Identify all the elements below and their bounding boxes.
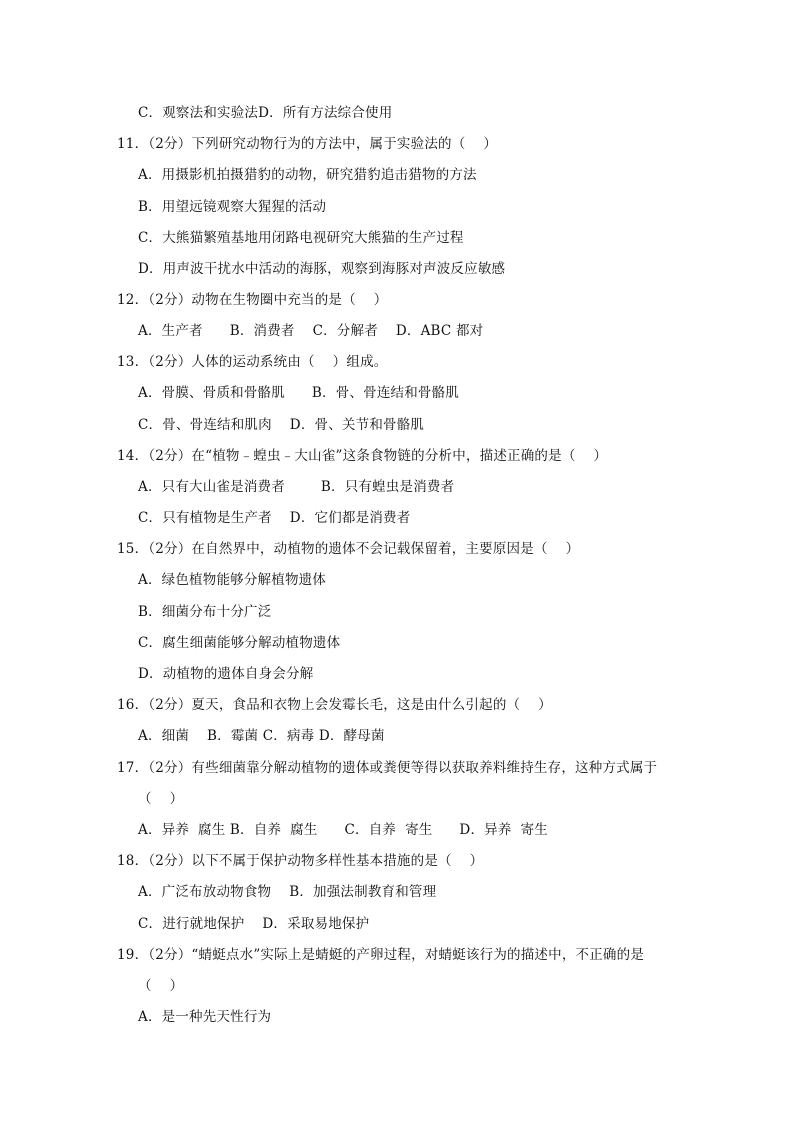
option-line: C．只有植物是生产者 D．它们都是消费者 (138, 510, 411, 526)
option-line: A．只有大山雀是消费者 B．只有蝗虫是消费者 (138, 479, 455, 495)
option-line: C．进行就地保护 D．采取易地保护 (138, 916, 370, 932)
option-line: D．动植物的遗体自身会分解 (138, 666, 314, 682)
option-line: A．细菌 B．霉菌 C．病毒 D．酵母菌 (138, 728, 385, 744)
option-line: A．用摄影机拍摄猎豹的动物，研究猎豹追击猎物的方法 (138, 167, 477, 183)
option-line: A．异养 腐生 B．自养 腐生 C．自养 寄生 D．异养 寄生 (138, 822, 548, 838)
option-line: B．细菌分布十分广泛 (138, 604, 272, 620)
option-line: D．用声波干扰水中活动的海豚，观察到海豚对声波反应敏感 (138, 261, 506, 277)
question-15: 15．（2分）在自然界中，动植物的遗体不会记载保留着，主要原因是（ ） (117, 541, 580, 557)
question-19: 19．（2分）“蜻蜓点水”实际上是蜻蜓的产卵过程，对蜻蜓该行为的描述中，不正确的是 (117, 947, 645, 963)
option-line: A．绿色植物能够分解植物遗体 (138, 572, 327, 588)
option-line: A．骨膜、骨质和骨骼肌 B．骨、骨连结和骨骼肌 (138, 385, 460, 401)
answer-paren: （ ） (138, 978, 184, 994)
question-11: 11．（2分）下列研究动物行为的方法中，属于实验法的（ ） (117, 136, 498, 152)
option-line: C．腐生细菌能够分解动植物遗体 (138, 635, 341, 651)
option-line: A．是一种先天性行为 (138, 1009, 272, 1025)
question-13: 13．（2分）人体的运动系统由（ ）组成。 (117, 354, 388, 370)
option-line: B．用望远镜观察大猩猩的活动 (138, 199, 327, 215)
question-17: 17．（2分）有些细菌靠分解动植物的遗体或粪便等得以获取养料维持生存，这种方式属于 (117, 760, 658, 776)
question-12: 12．（2分）动物在生物圈中充当的是（ ） (117, 292, 388, 308)
question-14: 14．（2分）在“植物﹣蝗虫﹣大山雀”这条食物链的分析中，描述正确的是（ ） (117, 448, 608, 464)
option-line: C．骨、骨连结和肌肉 D．骨、关节和骨骼肌 (138, 417, 425, 433)
option-line: C．观察法和实验法D．所有方法综合使用 (138, 105, 393, 121)
option-line: A．广泛布放动物食物 B．加强法制教育和管理 (138, 884, 437, 900)
option-line: C．大熊猫繁殖基地用闭路电视研究大熊猫的生产过程 (138, 230, 464, 246)
question-16: 16．（2分）夏天，食品和衣物上会发霉长毛，这是由什么引起的（ ） (117, 697, 552, 713)
question-18: 18．（2分）以下不属于保护动物多样性基本措施的是（ ） (117, 853, 484, 869)
answer-paren: （ ） (138, 791, 184, 807)
option-line: A．生产者 B．消费者 C．分解者 D．ABC 都对 (138, 323, 484, 339)
